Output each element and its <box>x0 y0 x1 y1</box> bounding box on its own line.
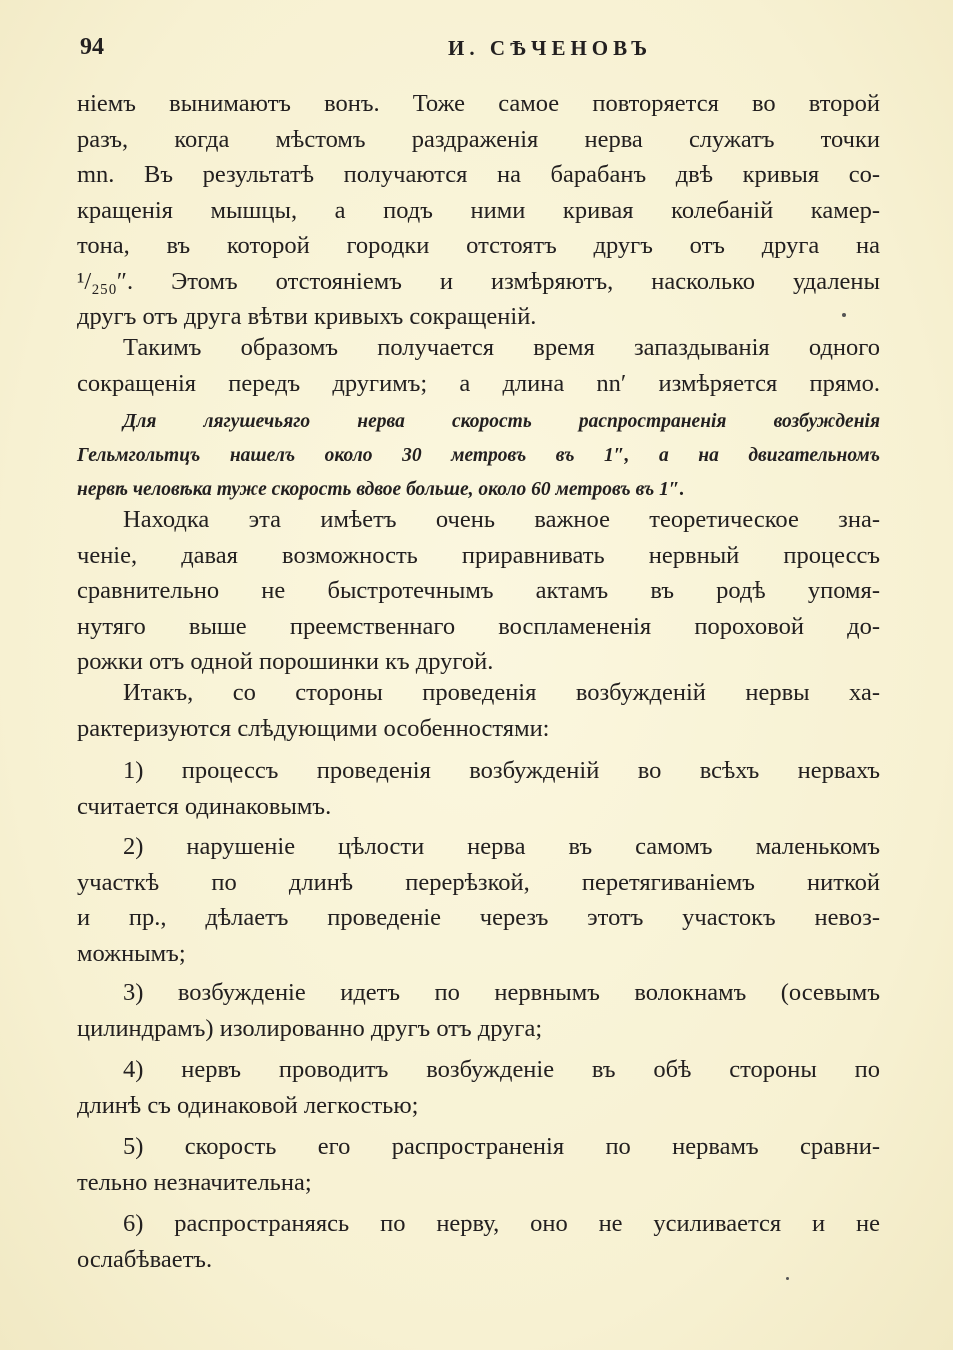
text-line: ніемъ вынимаютъ вонъ. Тоже самое повторяется во второй <box>77 90 880 117</box>
text-line: кращенія мышцы, а подъ ними кривая колебаній камер- <box>77 196 880 224</box>
page-number: 94 <box>80 34 104 60</box>
text-line: 2) нарушеніе цѣлости нерва въ самомъ маленькомъ <box>123 833 880 860</box>
text-line: тельно незначительна; <box>77 1168 312 1196</box>
running-head: И. СѢЧЕНОВЪ <box>448 36 653 60</box>
text-line: Итакъ, со стороны проведенія возбужденій нервы ха- <box>123 679 880 706</box>
list-item-4 <box>77 1052 880 1123</box>
text-line: ослабѣваетъ. <box>77 1245 213 1273</box>
text-line: участкѣ по длинѣ перерѣзкой, перетягиваніемъ ниткой <box>77 868 880 896</box>
list-item-6 <box>77 1206 880 1277</box>
text-line: рактеризуются слѣдующими особенностями: <box>77 714 550 742</box>
text-line: сокращенія передъ другимъ; а длина nn′ измѣряется прямо. <box>77 369 880 397</box>
text-line: можнымъ; <box>77 939 186 967</box>
text-line: считается одинаковымъ. <box>77 792 332 820</box>
text-line: другъ отъ друга вѣтви кривыхъ сокращеній. <box>77 303 537 330</box>
text-line: 3) возбужденіе идетъ по нервнымъ волокнамъ (осевымъ <box>123 979 880 1006</box>
text-line: рожки отъ одной порошинки къ другой. <box>77 648 494 675</box>
page-header <box>80 34 880 64</box>
italic-note <box>77 405 880 507</box>
text-line: 1) процессъ проведенія возбужденій во всѣхъ нервахъ <box>123 757 880 784</box>
text-line: сравнительно не быстротечнымъ актамъ въ родѣ упомя- <box>77 577 880 604</box>
text-line: длинѣ съ одинаковой легкостью; <box>77 1091 419 1119</box>
text-line: разъ, когда мѣстомъ раздраженія нерва служатъ точки <box>77 125 880 153</box>
list-item-5 <box>77 1129 880 1200</box>
paragraph-2 <box>77 330 880 401</box>
text-line: Для лягушечьяго нерва скорость распространенія возбужденія <box>123 411 880 432</box>
text-line: тона, въ которой городки отстоятъ другъ отъ друга на <box>77 232 880 259</box>
list-item-2 <box>77 829 880 971</box>
text-line: 5) скорость его распространенія по нервамъ сравни- <box>123 1133 880 1160</box>
text-line: нутяго выше преемственнаго воспламененія пороховой до- <box>77 612 880 640</box>
text-line: mn. Въ результатѣ получаются на барабанъ двѣ кривыя со- <box>77 161 880 188</box>
paragraph-3 <box>77 502 880 680</box>
text-line: Такимъ образомъ получается время запаздыванія одного <box>123 334 880 361</box>
text-line: ¹/₂₅₀″. Этомъ отстояніемъ и измѣряютъ, насколько удалены <box>77 267 880 295</box>
list-item-3 <box>77 975 880 1046</box>
list-item-1 <box>77 753 880 824</box>
text-line: и пр., дѣлаетъ проведеніе черезъ этотъ участокъ невоз- <box>77 904 880 931</box>
text-line: нервѣ человѣка тужe скорость вдвое больше, около 60 метровъ въ 1″. <box>77 479 685 500</box>
paragraph-4 <box>77 675 880 746</box>
text-line: 4) нервъ проводитъ возбужденіе въ обѣ стороны по <box>123 1056 880 1083</box>
text-line: Гельмгольтцъ нашелъ около 30 метровъ въ 1″, а на двигательномъ <box>77 445 880 466</box>
paragraph-1 <box>77 86 880 335</box>
text-line: цилиндрамъ) изолированно другъ отъ друга; <box>77 1014 543 1042</box>
print-speck <box>842 313 846 317</box>
text-line: 6) распространяясь по нерву, оно не усиливается и не <box>123 1210 880 1237</box>
text-line: Находка эта имѣетъ очень важное теоретическое зна- <box>123 506 880 533</box>
print-speck <box>786 1277 789 1280</box>
text-line: ченіе, давая возможность приравнивать нервный процессъ <box>77 541 880 569</box>
